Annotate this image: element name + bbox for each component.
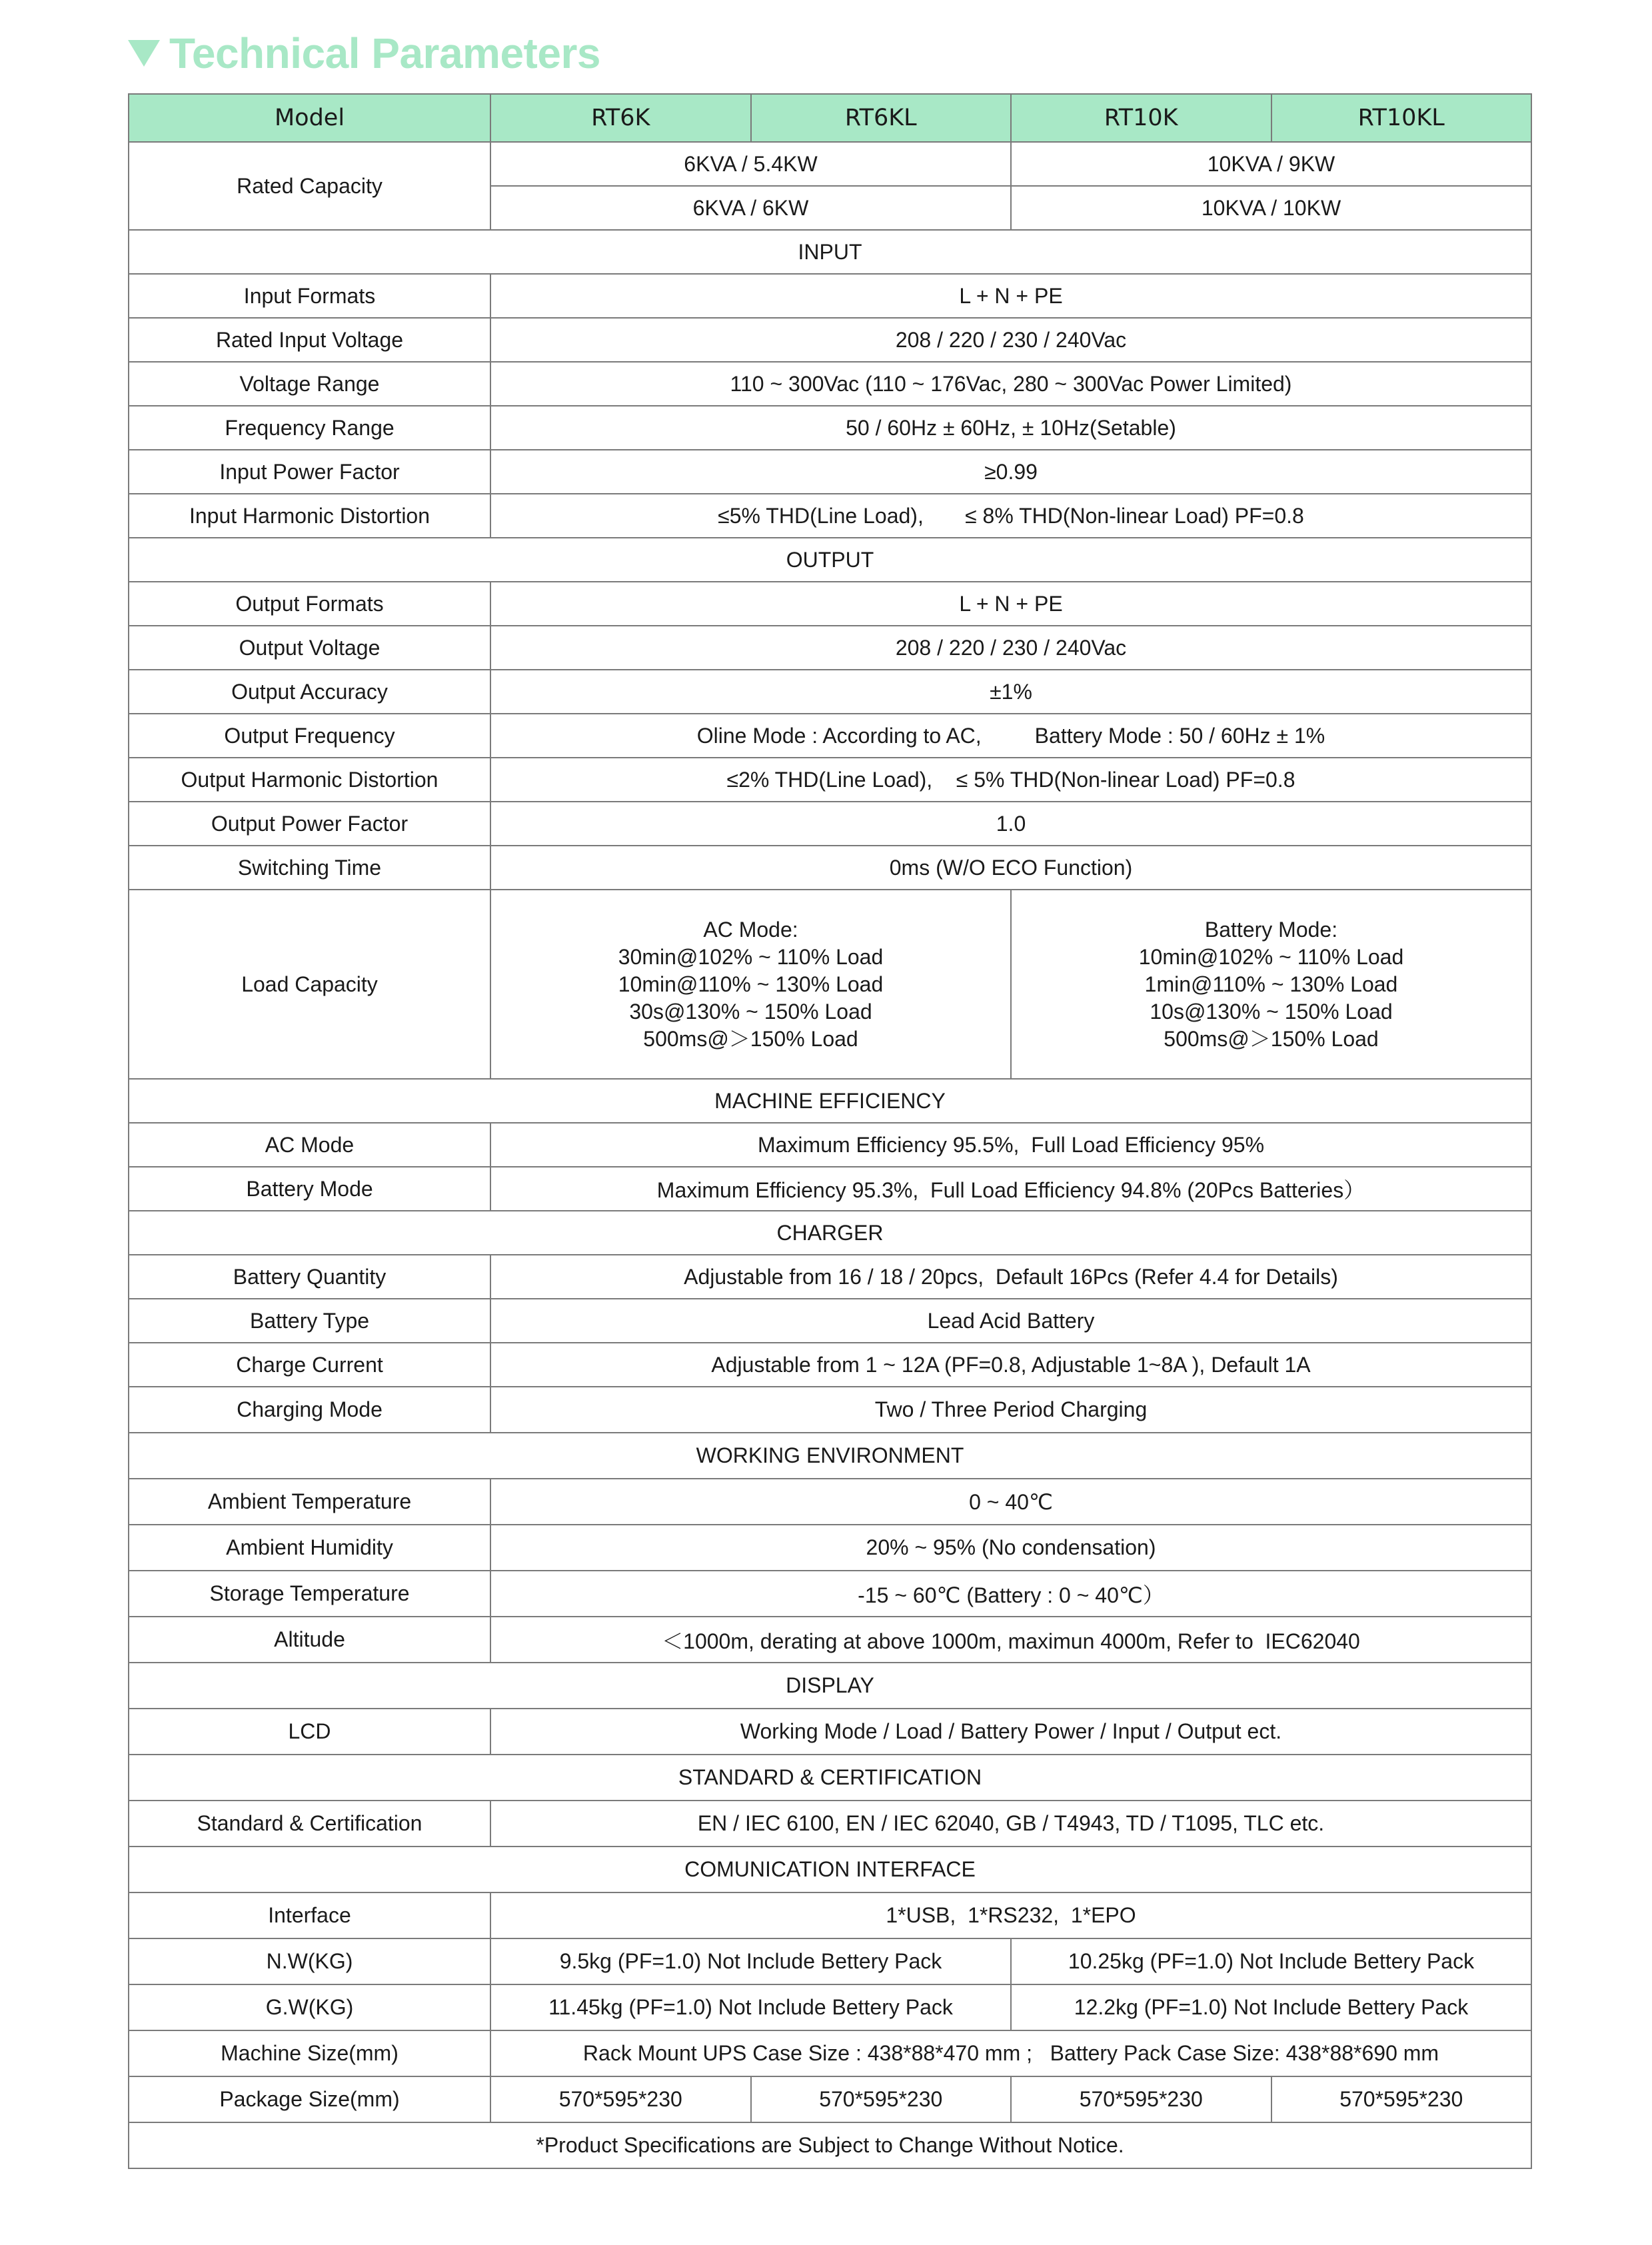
section-heading: MACHINE EFFICIENCY — [129, 1079, 1531, 1123]
table-row — [129, 1167, 1531, 1211]
row-label: Output Power Factor — [129, 802, 490, 846]
section-heading: COMUNICATION INTERFACE — [129, 1847, 1531, 1892]
section-row — [129, 1663, 1531, 1709]
row-label: G.W(KG) — [129, 1984, 490, 2030]
row-label: Output Voltage — [129, 626, 490, 670]
table-row — [129, 1255, 1531, 1299]
row-value: L + N + PE — [490, 274, 1531, 318]
load-battery-cell — [1011, 890, 1531, 1079]
row-value: 110 ~ 300Vac (110 ~ 176Vac, 280 ~ 300Vac Power Limited) — [490, 362, 1531, 406]
row-label: Machine Size(mm) — [129, 2030, 490, 2076]
load-line: Battery Mode: — [1204, 917, 1338, 942]
table-row — [129, 1123, 1531, 1167]
row-value: ≤2% THD(Line Load), ≤ 5% THD(Non-linear Load) PF=0.8 — [490, 758, 1531, 802]
table-row — [129, 758, 1531, 802]
row-value: Two / Three Period Charging — [490, 1387, 1531, 1433]
row-label: Battery Mode — [129, 1167, 490, 1211]
row-label: Charging Mode — [129, 1387, 490, 1433]
row-label: Altitude — [129, 1617, 490, 1663]
table-row — [129, 2030, 1531, 2076]
section-heading: WORKING ENVIRONMENT — [129, 1433, 1531, 1479]
row-value: 570*595*230 — [751, 2076, 1012, 2122]
table-row — [129, 1387, 1531, 1433]
row-label: Rated Input Voltage — [129, 318, 490, 362]
table-row — [129, 318, 1531, 362]
row-value: 570*595*230 — [1011, 2076, 1271, 2122]
row-value: ≥0.99 — [490, 450, 1531, 494]
table-row — [129, 362, 1531, 406]
row-label: AC Mode — [129, 1123, 490, 1167]
section-heading: DISPLAY — [129, 1663, 1531, 1709]
section-row — [129, 1211, 1531, 1255]
row-value: ＜1000m, derating at above 1000m, maximun 4000m, Refer to IEC62040 — [490, 1617, 1531, 1663]
section-heading: INPUT — [129, 230, 1531, 274]
section-row — [129, 1079, 1531, 1123]
header-model: Model — [129, 94, 490, 142]
table-row — [129, 1938, 1531, 1984]
row-label: Voltage Range — [129, 362, 490, 406]
table-row — [129, 1801, 1531, 1847]
row-label: Input Harmonic Distortion — [129, 494, 490, 538]
row-value: Adjustable from 16 / 18 / 20pcs, Default 16Pcs (Refer 4.4 for Details) — [490, 1255, 1531, 1299]
row-value: Maximum Efficiency 95.5%, Full Load Efficiency 95% — [490, 1123, 1531, 1167]
table-row — [129, 274, 1531, 318]
row-value: Working Mode / Load / Battery Power / Input / Output ect. — [490, 1709, 1531, 1755]
load-ac-block — [618, 916, 884, 1053]
row-value: 208 / 220 / 230 / 240Vac — [490, 626, 1531, 670]
table-row — [129, 2076, 1531, 2122]
row-label: Ambient Humidity — [129, 1525, 490, 1571]
page-title-text: Technical Parameters — [169, 29, 600, 77]
table-row — [129, 494, 1531, 538]
table-row — [129, 1479, 1531, 1525]
table-row — [129, 142, 1531, 186]
header-row — [129, 94, 1531, 142]
load-line: AC Mode: — [703, 917, 798, 942]
row-value: 10KVA / 10KW — [1011, 186, 1531, 230]
section-heading: OUTPUT — [129, 538, 1531, 582]
table-row — [129, 1525, 1531, 1571]
row-label: Frequency Range — [129, 406, 490, 450]
row-label: Battery Type — [129, 1299, 490, 1343]
row-value: ±1% — [490, 670, 1531, 714]
row-value: 9.5kg (PF=1.0) Not Include Bettery Pack — [490, 1938, 1011, 1984]
header-rt10k: RT10K — [1011, 94, 1271, 142]
row-label: Battery Quantity — [129, 1255, 490, 1299]
section-row — [129, 1433, 1531, 1479]
table-row — [129, 846, 1531, 890]
footnote: *Product Specifications are Subject to Change Without Notice. — [129, 2122, 1531, 2168]
load-ac-cell — [490, 890, 1011, 1079]
row-value: 0 ~ 40℃ — [490, 1479, 1531, 1525]
table-row — [129, 714, 1531, 758]
row-label: Standard & Certification — [129, 1801, 490, 1847]
row-label: LCD — [129, 1709, 490, 1755]
row-label: Input Power Factor — [129, 450, 490, 494]
load-line: 30min@102% ~ 110% Load — [618, 944, 884, 969]
row-value: 6KVA / 5.4KW — [490, 142, 1011, 186]
table-row — [129, 406, 1531, 450]
row-label: Switching Time — [129, 846, 490, 890]
table-row — [129, 890, 1531, 1079]
header-rt10kl: RT10KL — [1271, 94, 1532, 142]
table-row — [129, 1299, 1531, 1343]
section-row — [129, 230, 1531, 274]
row-value: Maximum Efficiency 95.3%, Full Load Efficiency 94.8% (20Pcs Batteries） — [490, 1167, 1531, 1211]
row-label: Charge Current — [129, 1343, 490, 1387]
row-value: 570*595*230 — [490, 2076, 751, 2122]
page-title — [128, 27, 600, 80]
row-value: 12.2kg (PF=1.0) Not Include Bettery Pack — [1011, 1984, 1531, 2030]
row-value: 20% ~ 95% (No condensation) — [490, 1525, 1531, 1571]
row-value: Rack Mount UPS Case Size : 438*88*470 mm ; Battery Pack Case Size: 438*88*690 mm — [490, 2030, 1531, 2076]
row-label: Input Formats — [129, 274, 490, 318]
header-rt6k: RT6K — [490, 94, 751, 142]
load-line: 10min@102% ~ 110% Load — [1138, 944, 1404, 969]
row-label: Output Harmonic Distortion — [129, 758, 490, 802]
row-label: Ambient Temperature — [129, 1479, 490, 1525]
spec-table — [128, 93, 1532, 2169]
table-row — [129, 1617, 1531, 1663]
table-row — [129, 582, 1531, 626]
row-label: Storage Temperature — [129, 1571, 490, 1617]
row-value: 10KVA / 9KW — [1011, 142, 1531, 186]
row-label: Output Frequency — [129, 714, 490, 758]
row-value: 208 / 220 / 230 / 240Vac — [490, 318, 1531, 362]
section-heading: CHARGER — [129, 1211, 1531, 1255]
row-value: EN / IEC 6100, EN / IEC 62040, GB / T4943, TD / T1095, TLC etc. — [490, 1801, 1531, 1847]
row-label: Interface — [129, 1892, 490, 1938]
row-value: ≤5% THD(Line Load), ≤ 8% THD(Non-linear Load) PF=0.8 — [490, 494, 1531, 538]
row-value: -15 ~ 60℃ (Battery : 0 ~ 40℃） — [490, 1571, 1531, 1617]
triangle-down-icon — [128, 40, 160, 67]
row-value: 11.45kg (PF=1.0) Not Include Bettery Pack — [490, 1984, 1011, 2030]
row-label: Output Accuracy — [129, 670, 490, 714]
load-line: 500ms@＞150% Load — [643, 1026, 858, 1051]
load-line: 500ms@＞150% Load — [1164, 1026, 1379, 1051]
row-value: 50 / 60Hz ± 60Hz, ± 10Hz(Setable) — [490, 406, 1531, 450]
row-label: Output Formats — [129, 582, 490, 626]
section-row — [129, 538, 1531, 582]
load-line: 1min@110% ~ 130% Load — [1144, 972, 1398, 996]
row-value: 0ms (W/O ECO Function) — [490, 846, 1531, 890]
table-row — [129, 1343, 1531, 1387]
table-row — [129, 1571, 1531, 1617]
table-row — [129, 1984, 1531, 2030]
section-heading: STANDARD & CERTIFICATION — [129, 1755, 1531, 1801]
row-value: 1.0 — [490, 802, 1531, 846]
footnote-row — [129, 2122, 1531, 2168]
row-value: 6KVA / 6KW — [490, 186, 1011, 230]
row-value: 10.25kg (PF=1.0) Not Include Bettery Pack — [1011, 1938, 1531, 1984]
row-label: N.W(KG) — [129, 1938, 490, 1984]
row-value: 1*USB, 1*RS232, 1*EPO — [490, 1892, 1531, 1938]
row-value: L + N + PE — [490, 582, 1531, 626]
row-label: Package Size(mm) — [129, 2076, 490, 2122]
row-value: Adjustable from 1 ~ 12A (PF=0.8, Adjustable 1~8A ), Default 1A — [490, 1343, 1531, 1387]
section-row — [129, 1755, 1531, 1801]
load-line: 10s@130% ~ 150% Load — [1150, 999, 1393, 1024]
table-row — [129, 1709, 1531, 1755]
load-line: 30s@130% ~ 150% Load — [629, 999, 872, 1024]
table-row — [129, 670, 1531, 714]
row-label: Rated Capacity — [129, 142, 490, 230]
load-line: 10min@110% ~ 130% Load — [618, 972, 884, 996]
table-row — [129, 802, 1531, 846]
row-value: Lead Acid Battery — [490, 1299, 1531, 1343]
table-row — [129, 450, 1531, 494]
row-value: Oline Mode : According to AC, Battery Mode : 50 / 60Hz ± 1% — [490, 714, 1531, 758]
section-row — [129, 1847, 1531, 1892]
load-battery-block — [1139, 916, 1404, 1053]
header-rt6kl: RT6KL — [751, 94, 1012, 142]
row-label: Load Capacity — [129, 890, 490, 1079]
table-row — [129, 626, 1531, 670]
row-value: 570*595*230 — [1271, 2076, 1532, 2122]
table-row — [129, 1892, 1531, 1938]
